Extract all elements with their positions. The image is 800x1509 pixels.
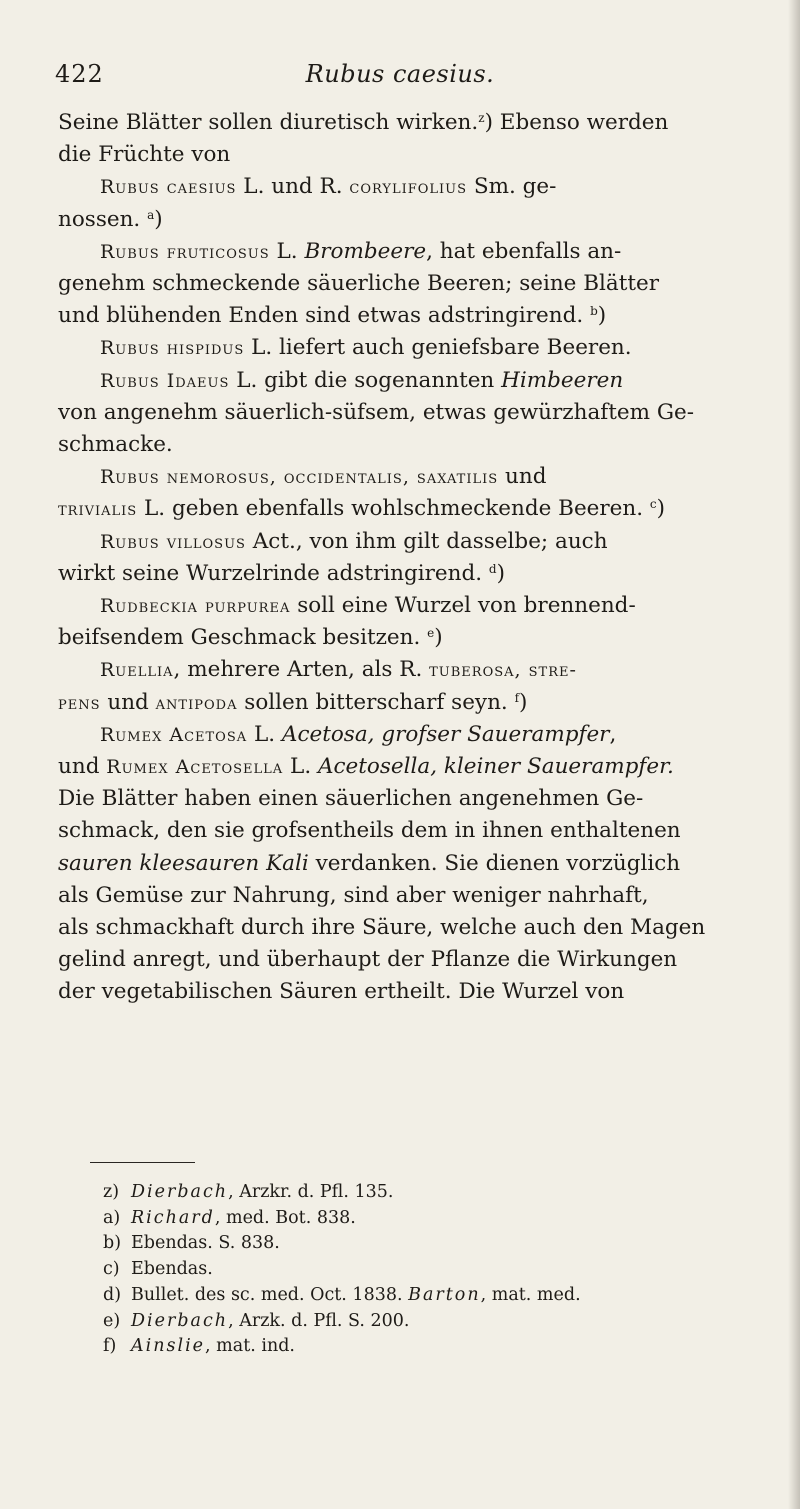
- footnote: [103, 1180, 763, 1206]
- text-line: [58, 848, 778, 880]
- text-run: als schmackhaft durch ihre Säure, welche auch den Magen: [58, 915, 706, 941]
- running-title: Rubus caesius.: [305, 60, 495, 88]
- text-run: Ebendas.: [131, 1259, 213, 1280]
- text-line: [58, 783, 778, 815]
- text-line: [58, 558, 778, 590]
- page-edge-shadow: [788, 0, 800, 1509]
- text-run: L. gibt die sogenannten: [229, 367, 502, 393]
- emphasis-text: Himbeeren: [501, 367, 624, 393]
- footnote-reference: e: [427, 626, 435, 641]
- footnote-marker: d): [103, 1284, 122, 1305]
- text-line: [58, 204, 778, 236]
- footnote-reference: d: [488, 561, 497, 576]
- text-run: genehm schmeckende säuerliche Beeren; seine Blätter: [58, 271, 660, 297]
- text-run: gelind anregt, und überhaupt der Pflanze die Wirkungen: [58, 947, 678, 973]
- author-name: Richard: [131, 1207, 215, 1228]
- text-run: die Früchte von: [58, 142, 231, 168]
- text-line: [58, 815, 778, 847]
- text-run: und: [100, 689, 156, 715]
- emphasis-text: sauren kleesauren Kali: [58, 850, 309, 876]
- taxon-name: Rumex Acetosa: [100, 723, 248, 746]
- text-run: , med. Bot. 838.: [214, 1207, 356, 1228]
- text-run: L.: [269, 238, 305, 264]
- taxon-name: Rubus Idaeus: [100, 369, 230, 392]
- text-run: der vegetabilischen Säuren ertheilt. Die Wurzel von: [58, 979, 625, 1005]
- taxon-name: Rubus fruticosus: [100, 240, 270, 263]
- taxon-name: Rubus caesius: [100, 176, 237, 199]
- footnote-marker: e): [103, 1310, 121, 1331]
- text-line: [58, 139, 778, 171]
- text-run: ) Ebenso werden: [484, 110, 669, 135]
- taxon-name: pens: [58, 691, 101, 714]
- footnote: [103, 1334, 763, 1360]
- author-name: Dierbach: [131, 1310, 229, 1331]
- text-run: L.: [247, 721, 282, 747]
- page-number: 422: [55, 60, 104, 88]
- text-run: L. liefert auch geniefsbare Beeren.: [244, 335, 632, 361]
- text-run: sollen bitterscharf seyn.: [237, 689, 515, 715]
- text-run: ): [656, 496, 666, 522]
- footnote: [103, 1283, 763, 1309]
- text-line: [58, 751, 778, 783]
- text-run: , hat ebenfalls an-: [426, 238, 622, 264]
- taxon-name: Rubus villosus: [100, 530, 246, 553]
- footnote-separator: [90, 1162, 195, 1163]
- text-run: von angenehm säuerlich-süfsem, etwas gewürzhaftem Ge-: [58, 399, 694, 425]
- text-line: [58, 171, 778, 203]
- footnote-reference: f: [514, 690, 520, 705]
- text-run: soll eine Wurzel von brennend-: [290, 593, 636, 619]
- taxon-name: Rubus nemorosus, occidentalis, saxatilis: [100, 466, 499, 489]
- body-text: [58, 107, 778, 1009]
- text-line: [58, 976, 778, 1008]
- text-run: schmacke.: [58, 432, 173, 458]
- text-line: [58, 687, 778, 719]
- text-line: [58, 236, 778, 268]
- taxon-name: tuberosa, stre-: [429, 659, 577, 682]
- text-run: , mehrere Arten, als R.: [173, 657, 430, 683]
- text-run: , Arzkr. d. Pfl. 135.: [228, 1182, 394, 1202]
- text-run: , Arzk. d. Pfl. S. 200.: [228, 1310, 410, 1331]
- text-run: , mat. med.: [480, 1284, 581, 1305]
- text-line: [58, 429, 778, 461]
- text-run: Seine Blätter sollen diuretisch wirken.: [58, 110, 479, 135]
- emphasis-text: Acetosella, kleiner Sauerampfer.: [317, 754, 674, 780]
- text-run: und: [498, 464, 547, 490]
- text-run: wirkt seine Wurzelrinde adstringirend.: [58, 560, 489, 586]
- text-line: [58, 461, 778, 493]
- footnote-reference: z: [478, 111, 485, 125]
- taxon-name: trivialis: [58, 498, 138, 521]
- text-run: , mat. ind.: [205, 1336, 295, 1357]
- text-run: Ebendas. S. 838.: [131, 1233, 280, 1254]
- text-run: ): [434, 625, 443, 651]
- text-run: ): [496, 560, 505, 586]
- text-line: [58, 719, 778, 751]
- footnote-reference: b: [590, 304, 598, 319]
- taxon-name: antipoda: [155, 691, 238, 714]
- text-run: verdanken. Sie dienen vorzüglich: [308, 850, 681, 876]
- text-line: [58, 300, 778, 332]
- emphasis-text: Acetosa, grofser Sauerampfer: [281, 721, 610, 747]
- footnote-marker: b): [103, 1233, 122, 1254]
- footnotes: [103, 1180, 763, 1360]
- text-run: ): [519, 689, 528, 715]
- footnote-reference: a: [147, 207, 155, 222]
- footnote-marker: c): [103, 1259, 120, 1280]
- text-line: [58, 365, 778, 397]
- footnote: [103, 1206, 763, 1232]
- footnote-marker: f): [103, 1336, 117, 1357]
- author-name: Dierbach: [131, 1182, 229, 1202]
- text-line: [58, 880, 778, 912]
- text-run: beifsendem Geschmack besitzen.: [58, 625, 428, 651]
- text-run: ): [597, 303, 607, 329]
- text-line: [58, 268, 778, 300]
- footnote: [103, 1257, 763, 1283]
- text-run: Bullet. des sc. med. Oct. 1838.: [131, 1284, 409, 1305]
- text-line: [58, 526, 778, 558]
- text-run: schmack, den sie grofsentheils dem in ihnen enthaltenen: [58, 818, 681, 844]
- text-line: [58, 493, 778, 525]
- text-run: ): [154, 206, 163, 232]
- text-run: L.: [283, 754, 318, 780]
- author-name: Ainslie: [131, 1336, 206, 1357]
- text-line: [58, 590, 778, 622]
- text-line: [58, 912, 778, 944]
- taxon-name: Ruellia: [100, 659, 174, 682]
- text-run: als Gemüse zur Nahrung, sind aber weniger nahrhaft,: [58, 882, 649, 908]
- text-line: [58, 332, 778, 364]
- text-run: Sm. ge-: [467, 174, 557, 200]
- text-run: Act., von ihm gilt dasselbe; auch: [245, 528, 608, 554]
- footnote-marker: a): [103, 1207, 121, 1228]
- text-run: Die Blätter haben einen säuerlichen angenehmen Ge-: [58, 786, 644, 812]
- footnote: [103, 1231, 763, 1257]
- taxon-name: Rudbeckia purpurea: [100, 595, 291, 618]
- footnote: [103, 1309, 763, 1335]
- text-run: L. geben ebenfalls wohlschmeckende Beeren.: [137, 496, 650, 522]
- taxon-name: Rumex Acetosella: [106, 756, 284, 779]
- taxon-name: Rubus hispidus: [100, 337, 245, 360]
- taxon-name: corylifolius: [349, 176, 468, 199]
- emphasis-text: Brombeere: [304, 238, 427, 264]
- text-line: [58, 622, 778, 654]
- text-line: [58, 397, 778, 429]
- text-line: [58, 654, 778, 686]
- footnote-marker: z): [103, 1182, 120, 1202]
- footnote-reference: c: [649, 497, 657, 512]
- author-name: Barton: [408, 1284, 481, 1305]
- text-run: und: [58, 754, 107, 780]
- page-header: [0, 60, 800, 100]
- text-run: nossen.: [58, 206, 148, 232]
- text-run: und blühenden Enden sind etwas adstringirend.: [58, 303, 591, 329]
- text-run: L. und R.: [236, 174, 350, 200]
- text-line: [58, 944, 778, 976]
- text-run: ,: [609, 721, 617, 747]
- text-line: [58, 107, 778, 139]
